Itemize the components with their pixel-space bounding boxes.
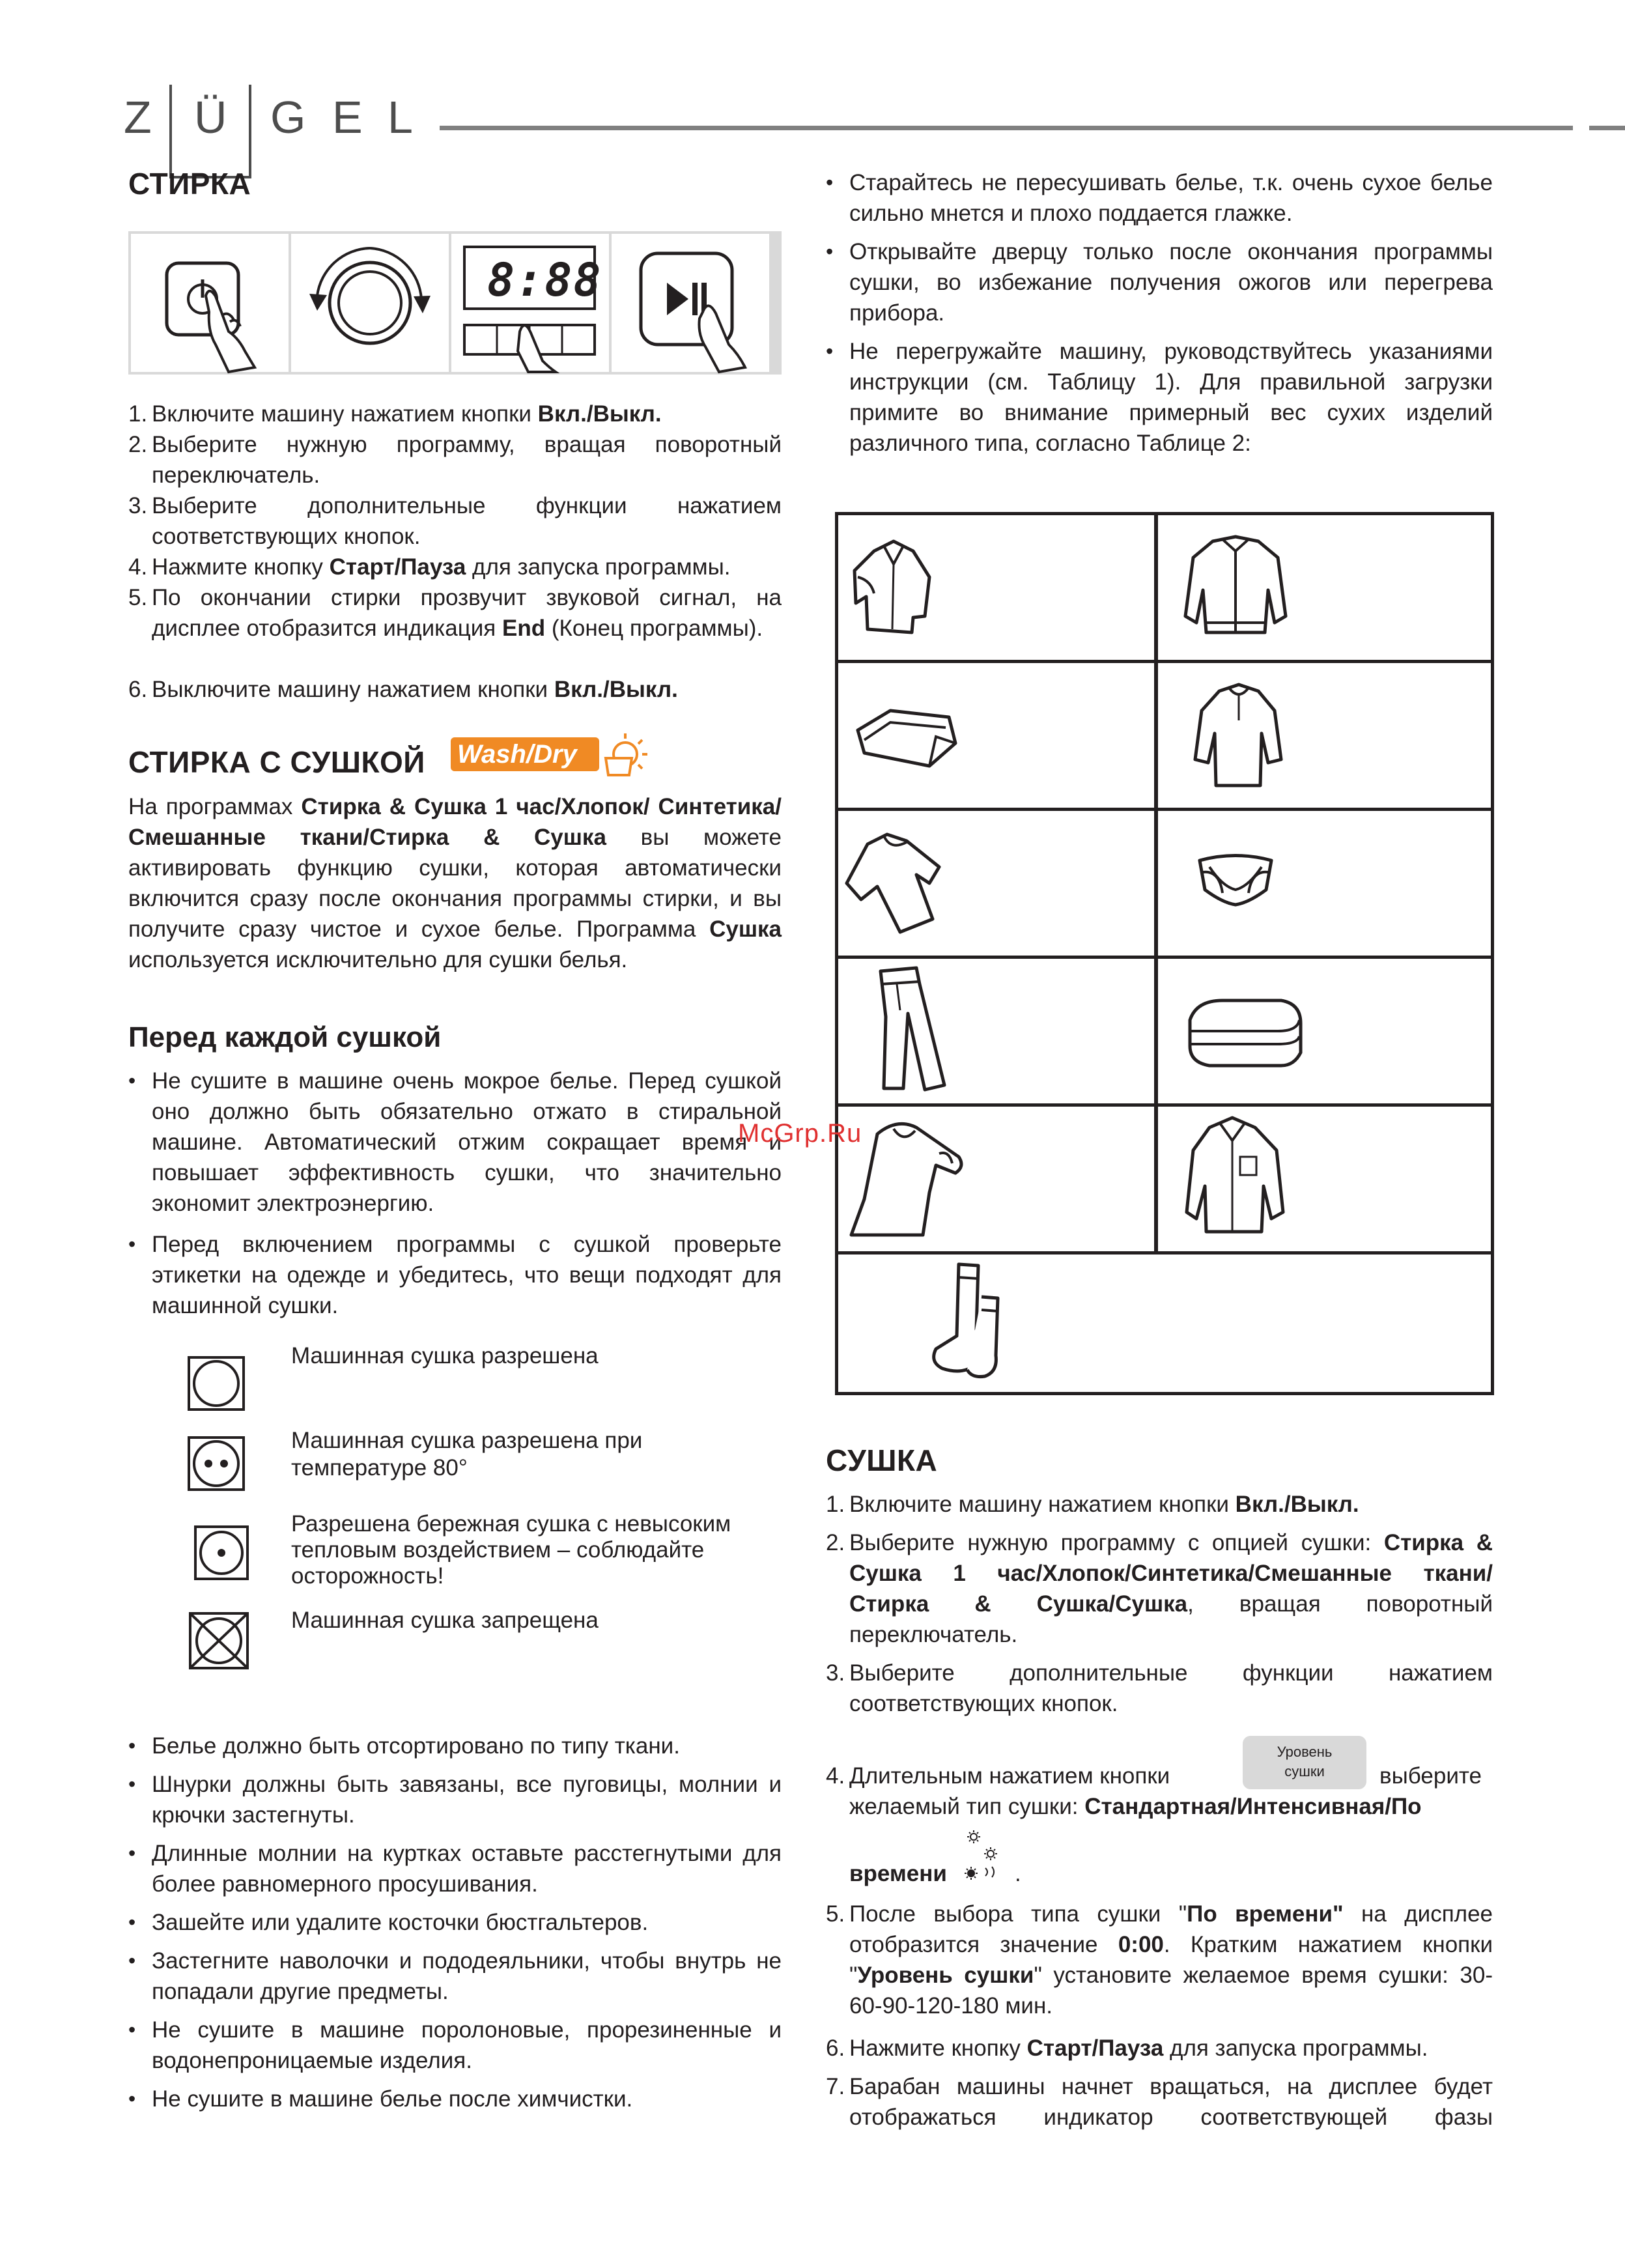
display-panel	[451, 234, 609, 372]
before-drying-bullet-4: • Шнурки должны быть завязаны, все пуговицы, молнии и крючки застегнуты.	[128, 1772, 782, 1828]
dry-level-button[interactable]	[1243, 1736, 1366, 1789]
washing-step-2	[128, 429, 782, 490]
step-bold: End	[502, 616, 546, 641]
washing-step-3	[128, 490, 782, 552]
step-number: 1.	[128, 401, 148, 427]
sun-wash-icon	[599, 730, 658, 782]
wash-dry-badge-label: Wash/Dry	[457, 740, 577, 769]
symbol-text-allowed: Машинная сушка разрешена	[291, 1343, 599, 1368]
control-panel-illustration	[128, 231, 782, 375]
wash-dry-intro: На программах Стирка & Сушка 1 час/Хлопок/ Синтетика/Смешанные ткани/Стирка & Сушка вы можете активировать функцию сушки, которая автоматически включится сразу после окончания программы стирки, и вы получите сразу чистое и сухое белье. Программа Сушка используется исключительно для сушки белья.	[128, 794, 782, 972]
symbol-text-80: Машинная сушка разрешена при температуре 80°	[291, 1428, 643, 1481]
power-button-panel	[131, 234, 289, 372]
step-text: Нажмите кнопку	[152, 554, 330, 580]
drying-step-4: 4. Длительным нажатием кнопки Уровень сушки выберите желаемый тип сушки: Стандартная/Интенсивная/По времени .	[826, 1761, 1493, 1891]
step-bold: Вкл./Выкл.	[554, 677, 678, 702]
symbol-text-forbidden: Машинная сушка запрещена	[291, 1608, 599, 1633]
step-text: Выключите машину нажатием кнопки	[152, 677, 554, 702]
dial-panel	[291, 234, 449, 372]
step-text: Выберите нужную программу, вращая поворотный переключатель.	[152, 432, 782, 488]
before-drying-bullet-5: • Длинные молнии на куртках оставьте расстегнутыми для более равномерного просушивания.	[128, 1841, 782, 1897]
before-drying-bullet-2: • Перед включением программы с сушкой проверьте этикетки на одежде и убедитесь, что вещи подходят для машинной сушки.	[128, 1232, 782, 1318]
start-pause-panel	[612, 234, 769, 372]
washing-step-4	[128, 552, 782, 582]
before-drying-bullet-1: • Не сушите в машине очень мокрое белье. Перед сушкой оно должно быть обязательно отжато в стиральной машине. Автоматический отжим сокращает время и повышает эффективность сушки, что значительно экономит электроэнергию.	[128, 1068, 782, 1216]
step-text: для запуска программы.	[466, 554, 731, 580]
washing-step-1	[128, 399, 782, 429]
folded-sheets-icon	[1183, 991, 1307, 1075]
start-pause-press-icon	[612, 234, 769, 372]
symbol-text-low: Разрешена бережная сушка с невысоким тепловым воздействием – соблюдайте осторожность!	[291, 1511, 731, 1589]
before-drying-bullet-7: • Застегните наволочки и пододеяльники, чтобы внутрь не попадали другие предметы.	[128, 1948, 782, 2004]
drying-step-1: 1. Включите машину нажатием кнопки Вкл./Выкл.	[826, 1492, 1359, 1517]
logo-letter-z: Z	[124, 92, 153, 143]
logo-letter-u: Ü	[194, 92, 227, 143]
power-button-press-icon	[131, 234, 289, 372]
step-number: 3.	[128, 493, 148, 518]
before-drying-bullet-8: • Не сушите в машине поролоновые, прорезиненные и водонепроницаемые изделия.	[128, 2017, 782, 2073]
drying-step-3: 3. Выберите дополнительные функции нажатием соответствующих кнопок.	[826, 1660, 1493, 1716]
step-bold: Старт/Пауза	[329, 554, 466, 580]
right-bullet-2: • Открывайте дверцу только после окончания программы сушки, во избежание получения ожогов или перегрева прибора.	[826, 239, 1493, 326]
work-shirt-icon	[1180, 1114, 1291, 1238]
jacket-icon	[1180, 532, 1291, 639]
drying-step-5: 5. После выбора типа сушки "По времени" на дисплее отобразится значение 0:00. Кратким нажатием кнопки "Уровень сушки" установите желаемое время сушки: 30-60-90-120-180 мин.	[826, 1901, 1493, 2019]
step-number: 4.	[128, 554, 148, 580]
before-drying-title: Перед каждой сушкой	[128, 1021, 442, 1053]
right-bullet-3: • Не перегружайте машину, руководствуйтесь указаниями инструкции (см. Таблицу 1). Для правильной загрузки примите во внимание примерный вес сухих изделий различного типа, согласно Таблице 2:	[826, 339, 1493, 456]
washing-step-5	[128, 582, 782, 674]
drying-step-6: 6. Нажмите кнопку Старт/Пауза для запуска программы.	[826, 2035, 1428, 2061]
dress-icon	[845, 1114, 975, 1245]
tumble-dry-allowed-icon	[188, 1356, 245, 1411]
washing-step-6	[128, 674, 782, 705]
dry-level-button-label: Уровень сушки	[1277, 1744, 1333, 1779]
drying-step-7: 7. Барабан машины начнет вращаться, на дисплее будет отображаться индикатор соответствующей фазы	[826, 2074, 1493, 2130]
step-text: Выберите дополнительные функции нажатием соответствующих кнопок.	[152, 493, 782, 549]
logo-letter-g: G	[270, 92, 306, 143]
logo-letter-l: L	[388, 92, 413, 143]
drying-title: СУШКА	[826, 1443, 938, 1477]
washing-title: СТИРКА	[128, 167, 251, 201]
folded-towel-icon	[851, 704, 962, 769]
watermark: McGrp.Ru	[738, 1119, 862, 1148]
before-drying-bullet-6: • Зашейте или удалите косточки бюстгальтеров.	[128, 1910, 649, 1935]
step-number: 2.	[128, 432, 148, 457]
underwear-icon	[1193, 841, 1278, 913]
before-drying-bullet-9: • Не сушите в машине белье после химчистки.	[128, 2086, 633, 2112]
wash-dry-badge	[451, 737, 599, 771]
step-bold: Вкл./Выкл.	[537, 401, 662, 427]
header-rule	[440, 126, 1573, 130]
right-bullet-1: • Старайтесь не пересушивать белье, т.к. очень сухое белье сильно мнется и плохо поддается глажке.	[826, 170, 1493, 226]
before-drying-bullet-3: • Белье должно быть отсортировано по типу ткани.	[128, 1733, 680, 1759]
step-text: По окончании стирки прозвучит звуковой сигнал, на дисплее отобразится индикация	[152, 585, 782, 641]
long-sleeve-icon	[1190, 681, 1288, 792]
step-number: 5.	[128, 585, 148, 610]
tumble-dry-forbidden-icon	[189, 1612, 249, 1669]
step-text: (Конец программы).	[545, 616, 763, 641]
tumble-dry-80-icon	[188, 1436, 245, 1491]
trousers-icon	[868, 965, 952, 1095]
display-digits: 8:88	[487, 253, 602, 307]
socks-icon	[923, 1258, 1008, 1382]
tumble-dry-low-icon	[194, 1525, 249, 1580]
drying-step-2: 2. Выберите нужную программу с опцией сушки: Стирка & Сушка 1 час/Хлопок/Синтетика/Смешанные ткани/Стирка & Сушка/Сушка, вращая поворотный переключатель.	[826, 1530, 1493, 1647]
step-text: Включите машину нажатием кнопки	[152, 401, 538, 427]
logo	[124, 91, 413, 156]
tshirt-icon	[841, 828, 952, 939]
step-number: 6.	[128, 677, 148, 702]
rotary-dial-icon	[291, 234, 449, 372]
dry-level-icons	[959, 1829, 1011, 1891]
logo-letter-e: E	[332, 92, 363, 143]
garment-table	[835, 512, 1494, 1395]
wash-dry-title: СТИРКА С СУШКОЙ	[128, 745, 425, 779]
shirt-icon	[848, 538, 939, 636]
header-rule-end	[1589, 126, 1625, 130]
